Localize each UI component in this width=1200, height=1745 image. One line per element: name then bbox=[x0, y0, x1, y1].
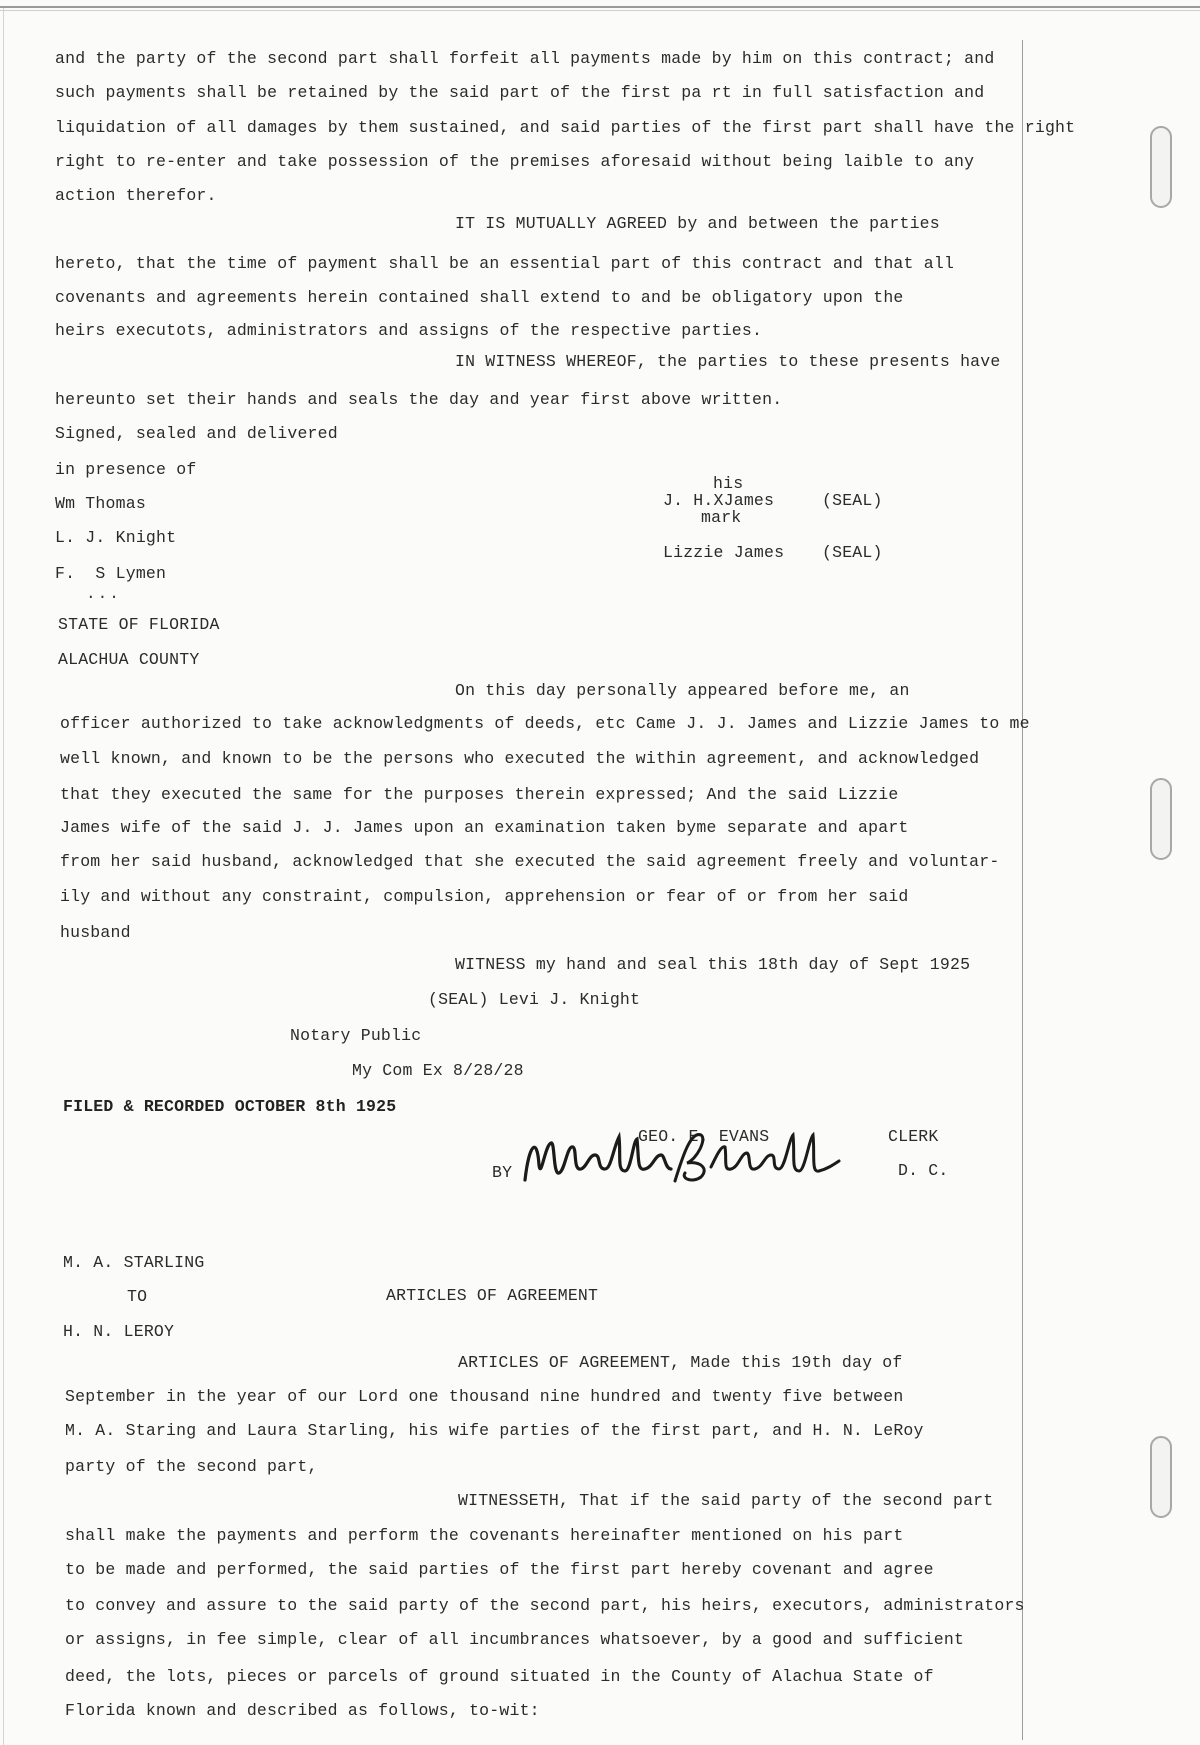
seal-label: (SEAL) bbox=[822, 543, 883, 562]
dots-mark: ... bbox=[86, 585, 121, 603]
text-line: September in the year of our Lord one thousand nine hundred and twenty five between bbox=[65, 1387, 904, 1406]
text-line: or assigns, in fee simple, clear of all incumbrances whatsoever, by a good and sufficient bbox=[65, 1630, 965, 1649]
filed-recorded: FILED & RECORDED OCTOBER 8th 1925 bbox=[63, 1097, 397, 1116]
text-line: in presence of bbox=[55, 460, 197, 479]
right-margin-line bbox=[1022, 40, 1023, 1740]
notary-title: Notary Public bbox=[290, 1026, 422, 1045]
text-line: to be made and performed, the said parties of the first part hereby covenant and agree bbox=[65, 1560, 934, 1579]
notary-signature: (SEAL) Levi J. Knight bbox=[428, 990, 641, 1009]
text-line: Signed, sealed and delivered bbox=[55, 424, 338, 443]
binder-hole-icon bbox=[1150, 1436, 1172, 1518]
signatory-name: J. H.XJames bbox=[663, 491, 775, 510]
text-line: ily and without any constraint, compulsion, apprehension or fear of or from her said bbox=[60, 887, 909, 906]
text-line: IT IS MUTUALLY AGREED by and between the parties bbox=[455, 214, 940, 233]
text-line: liquidation of all damages by them sustained, and said parties of the first part shall have the right bbox=[55, 118, 1076, 137]
binder-hole-icon bbox=[1150, 126, 1172, 208]
left-border bbox=[3, 8, 4, 1745]
text-line: husband bbox=[60, 923, 131, 942]
document-title: ARTICLES OF AGREEMENT bbox=[386, 1286, 599, 1305]
text-line: ARTICLES OF AGREEMENT, Made this 19th day of bbox=[458, 1353, 903, 1372]
deputy-clerk-label: D. C. bbox=[898, 1161, 949, 1180]
commission-expiry: My Com Ex 8/28/28 bbox=[352, 1061, 524, 1080]
text-line: On this day personally appeared before me, an bbox=[455, 681, 910, 700]
text-line: heirs executots, administrators and assigns of the respective parties. bbox=[55, 321, 763, 340]
top-border bbox=[0, 6, 1200, 8]
text-line: and the party of the second part shall forfeit all payments made by him on this contract; and bbox=[55, 49, 995, 68]
text-line: shall make the payments and perform the covenants hereinafter mentioned on his part bbox=[65, 1526, 904, 1545]
text-line: officer authorized to take acknowledgments of deeds, etc Came J. J. James and Lizzie James to me bbox=[60, 714, 1030, 733]
state-heading: STATE OF FLORIDA bbox=[58, 615, 220, 634]
text-line: hereto, that the time of payment shall be an essential part of this contract and that all bbox=[55, 254, 955, 273]
text-line: IN WITNESS WHEREOF, the parties to these presents have bbox=[455, 352, 1001, 371]
text-line: James wife of the said J. J. James upon an examination taken byme separate and apart bbox=[60, 818, 909, 837]
binder-hole-icon bbox=[1150, 778, 1172, 860]
mark-his: his bbox=[713, 474, 744, 493]
text-line: such payments shall be retained by the said part of the first pa rt in full satisfaction and bbox=[55, 83, 985, 102]
party-name: M. A. STARLING bbox=[63, 1253, 205, 1272]
text-line: right to re-enter and take possession of the premises aforesaid without being laible to any bbox=[55, 152, 975, 171]
text-line: covenants and agreements herein contained shall extend to and be obligatory upon the bbox=[55, 288, 904, 307]
top-border-inner bbox=[0, 10, 1200, 11]
witness-name: F. S Lymen bbox=[55, 564, 167, 583]
seal-label: (SEAL) bbox=[822, 491, 883, 510]
mark-label: mark bbox=[701, 508, 742, 527]
to-label: TO bbox=[127, 1287, 148, 1306]
text-line: action therefor. bbox=[55, 186, 217, 205]
text-line: party of the second part, bbox=[65, 1457, 318, 1476]
handwritten-signature-icon bbox=[515, 1125, 855, 1195]
text-line: to convey and assure to the said party of the second part, his heirs, executors, administrators bbox=[65, 1596, 1025, 1615]
text-line: well known, and known to be the persons who executed the within agreement, and acknowledged bbox=[60, 749, 980, 768]
text-line: Florida known and described as follows, to-wit: bbox=[65, 1701, 540, 1720]
text-line: hereunto set their hands and seals the day and year first above written. bbox=[55, 390, 783, 409]
witness-name: Wm Thomas bbox=[55, 494, 146, 513]
party-name: H. N. LEROY bbox=[63, 1322, 175, 1341]
text-line: deed, the lots, pieces or parcels of ground situated in the County of Alachua State of bbox=[65, 1667, 934, 1686]
witness-name: L. J. Knight bbox=[55, 528, 177, 547]
signatory-name: Lizzie James bbox=[663, 543, 785, 562]
text-line: that they executed the same for the purposes therein expressed; And the said Lizzie bbox=[60, 785, 899, 804]
text-line: from her said husband, acknowledged that she executed the said agreement freely and voluntar- bbox=[60, 852, 1000, 871]
clerk-name: GEO. E. EVANS bbox=[638, 1127, 770, 1146]
text-line: WITNESSETH, That if the said party of the second part bbox=[458, 1491, 994, 1510]
clerk-title: CLERK bbox=[888, 1127, 939, 1146]
county-heading: ALACHUA COUNTY bbox=[58, 650, 200, 669]
text-line: M. A. Staring and Laura Starling, his wife parties of the first part, and H. N. LeRoy bbox=[65, 1421, 924, 1440]
witness-line: WITNESS my hand and seal this 18th day of Sept 1925 bbox=[455, 955, 971, 974]
by-label: BY bbox=[492, 1163, 513, 1182]
